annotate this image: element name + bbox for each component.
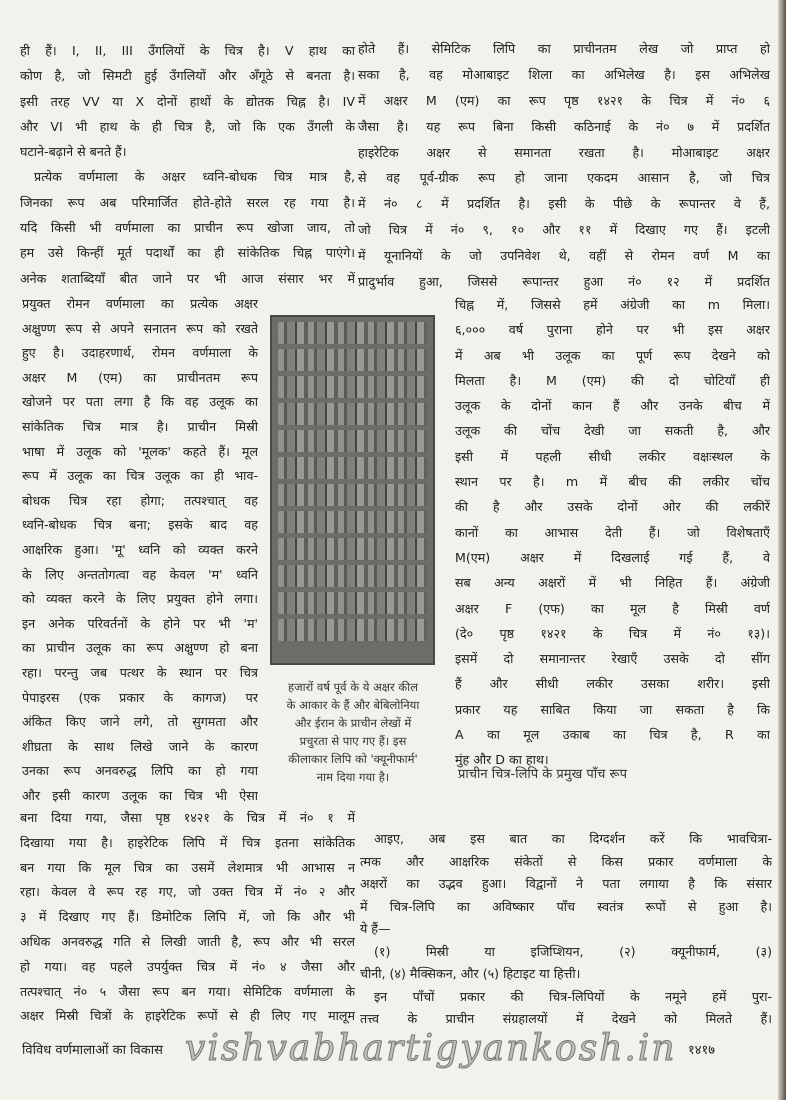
left-column-narrow-text bbox=[22, 292, 258, 808]
cuneiform-tablet-image bbox=[270, 315, 435, 665]
left-column-top-text bbox=[20, 38, 355, 291]
text-line: में नं० ८ में प्रदर्शित है। इसी के पीछे के रूपान्तर वे हैं, bbox=[358, 196, 770, 212]
text-line: उलूक के दोनों कान हैं और उनके बीच में bbox=[455, 398, 770, 414]
text-line: भाषा में उलूक को 'मूलक' कहते हैं। मूल bbox=[22, 443, 258, 459]
text-line: चीनी, (४) मैक्सिकन, और (५) हिटाइट या हित्ती। bbox=[360, 966, 581, 981]
text-line: उनका रूप अनवरुद्ध लिपि का हो गया bbox=[22, 763, 258, 779]
text-line: ये हैं— bbox=[360, 921, 391, 936]
text-line: और VI भी हाथ के ही चित्र है, जो कि एक उँगली के bbox=[20, 118, 355, 134]
text-line: बन गया कि मूल चित्र का उसमें लेशमात्र भी आभास न bbox=[20, 859, 355, 875]
text-line: सांकेतिक चित्र मात्र है। प्राचीन मिस्री bbox=[22, 418, 258, 434]
text-line: कोण है, जो सिमटी हुई उँगलियों और अँगूठे से बनता है। bbox=[20, 68, 355, 84]
text-line: ३ में दिखाए गए हैं। डिमोटिक लिपि में, जो कि और भी bbox=[20, 909, 355, 925]
text-line: (दे० पृष्ठ १४२१ के चित्र में नं० १३)। bbox=[455, 625, 770, 641]
text-line: अनेक शताब्दियाँ बीत जाने पर भी आज संसार भर में bbox=[20, 270, 355, 286]
image-caption bbox=[262, 678, 444, 786]
text-line: रहा। केवल वे रूप रह गए, जो उक्त चित्र में नं० २ और bbox=[20, 884, 355, 900]
text-line: इसमें दो समानान्तर रेखाएँ उसके दो सींग bbox=[455, 651, 770, 667]
text-line: की है और उसके दोनों ओर की लकीरें bbox=[455, 499, 770, 515]
text-line: उलूक की चोंच देखी जा सकती है, और bbox=[455, 423, 770, 439]
book-binding-edge bbox=[778, 0, 786, 1100]
text-line: इन पाँचों प्रकार की चित्र-लिपियों के नमूने हमें पुरा- bbox=[374, 988, 772, 1004]
text-line: में अब भी उलूक का पूर्ण रूप देखने को bbox=[455, 347, 770, 363]
text-line: हो गया। वह पहले उपर्युक्त चित्र में नं० ४ जैसा और bbox=[20, 958, 355, 974]
page-number: १४१७ bbox=[688, 1043, 716, 1058]
text-line: अक्षरों का उद्भव हुआ। विद्वानों ने पता लगाया है कि संसार bbox=[360, 876, 772, 891]
text-line: इसी में पहली सीधी लकीर वक्षःस्थल के bbox=[455, 448, 770, 464]
text-line: हजारों वर्ष पूर्व के ये अक्षर कील bbox=[287, 680, 419, 694]
text-line: हैं और सीधी लकीर उसका शरीर। इसी bbox=[455, 676, 770, 692]
text-line: यदि किसी भी वर्णमाला का प्राचीन रूप खोजा जाय, तो bbox=[20, 220, 355, 236]
text-line: अक्षुण्ण रूप से अपने सनातन रूप को रखते bbox=[22, 320, 258, 336]
text-line: आक्षरिक हुआ। 'मू' ध्वनि को व्यक्त करने bbox=[22, 541, 258, 557]
text-line: प्रचुरता से पाए गए हैं। इस bbox=[299, 734, 407, 748]
text-line: जिनका रूप अब परिमार्जित होते-होते सरल रह गया है। bbox=[20, 194, 355, 210]
text-line: अक्षर M (एम) का प्राचीनतम रूप bbox=[22, 369, 258, 385]
text-line: जैसा है। यह रूप बिना किसी कठिनाई के नं० ७ में प्रदर्शित bbox=[358, 118, 770, 134]
text-line: तत्पश्चात् नं० ५ जैसा रूप बन गया। सेमिटिक वर्णमाला के bbox=[20, 983, 355, 999]
text-line: मिलता है। M (एम) की दो चोटियाँ ही bbox=[455, 372, 770, 388]
running-footer-title: विविध वर्णमालाओं का विकास bbox=[22, 1043, 163, 1058]
text-line: चिह्न में, जिससे हमें अंग्रेजी का m मिला। bbox=[455, 297, 770, 312]
text-line: से वह पूर्व-ग्रीक रूप हो जाना एकदम आसान है, जो चित्र bbox=[358, 170, 770, 186]
text-line: ध्वनि-बोधक चित्र बना; इसके बाद वह bbox=[22, 517, 258, 533]
text-line: ही हैं। I, II, III उँगलियों के चित्र है। V हाथ का bbox=[20, 43, 355, 58]
text-line: अक्षर मिस्री चित्रों के हाइरेटिक रूपों से ही लिए गए मालूम bbox=[20, 1008, 355, 1024]
text-line: रूप में उलूक का चित्र उलूक का ही भाव- bbox=[22, 468, 258, 484]
text-line: अंकित किए जाने लगे, तो सुगमता और bbox=[22, 714, 258, 730]
text-line: प्रत्येक वर्णमाला के अक्षर ध्वनि-बोधक चित्र मात्र है, bbox=[34, 169, 355, 185]
text-line: के आकार के हैं और बेबिलोनिया bbox=[286, 698, 420, 712]
text-line: घटाने-बढ़ाने से बनते हैं। bbox=[20, 144, 127, 160]
text-line: नाम दिया गया है। bbox=[316, 770, 390, 784]
text-line: इसी तरह VV या X दोनों हाथों के द्योतक चिह्न है। IV bbox=[20, 93, 355, 109]
text-line: शीघ्रता के साथ लिखे जाने के कारण bbox=[22, 738, 258, 754]
text-line: सब अन्य अक्षरों में भी निहित हैं। अंग्रेजी bbox=[455, 575, 770, 591]
text-line: प्रादुर्भाव हुआ, जिससे रूपान्तर हुआ नं० १२ में प्रदर्शित bbox=[358, 274, 770, 290]
text-line: खोजने पर पता लगा है कि वह उलूक का bbox=[22, 394, 258, 410]
text-line: कीलाकार लिपि को 'क्यूनीफार्म' bbox=[288, 752, 418, 766]
text-line: मुंह और D का हाथ। bbox=[455, 752, 549, 768]
text-line: इन अनेक परिवर्तनों के होने पर भी 'म' bbox=[22, 615, 258, 631]
section-heading: प्राचीन चित्र-लिपि के प्रमुख पाँच रूप bbox=[458, 767, 627, 782]
text-line: M(एम) अक्षर में दिखलाई गई हैं, वे bbox=[455, 549, 770, 565]
text-line: त्मक और आक्षरिक संकेतों से किस प्रकार वर्णमाला के bbox=[360, 853, 772, 869]
text-line: तत्त्व के प्राचीन संग्रहालयों में देखने को मिलते हैं। bbox=[360, 1011, 772, 1026]
text-line: का प्राचीन उलूक का रूप अक्षुण्ण हो बना bbox=[22, 640, 258, 656]
text-line: बोधक चित्र रहा होगा; तत्पश्चात् वह bbox=[22, 492, 258, 508]
text-line: के लिए अन्ततोगत्वा वह केवल 'म' ध्वनि bbox=[22, 566, 258, 582]
text-line: स्थान पर है। m में बीच की लकीर चोंच bbox=[455, 474, 770, 490]
text-line: (१) मिस्री या इजिप्शियन, (२) क्यूनीफार्म, (३) bbox=[374, 943, 772, 959]
text-line: हाइरेटिक अक्षर से समानता रखता है। मोआबाइट अक्षर bbox=[358, 144, 770, 160]
text-line: को व्यक्त करने के लिए प्रयुक्त होने लगा। bbox=[22, 591, 258, 607]
text-line: सका है, वह मोआबाइट शिला का अभिलेख है। इस अभिलेख bbox=[358, 66, 770, 82]
text-line: में अक्षर M (एम) का रूप पृष्ठ १४२१ के चित्र में नं० ६ bbox=[358, 92, 770, 108]
text-line: ६,००० वर्ष पुराना होने पर भी इस अक्षर bbox=[455, 322, 770, 338]
text-line: A का मूल उकाब का चित्र है, R का bbox=[455, 727, 770, 743]
text-line: प्रयुक्त रोमन वर्णमाला का प्रत्येक अक्षर bbox=[22, 296, 258, 311]
text-line: जो चित्र में नं० ९, १० और ११ में दिखाए गए हैं। इटली bbox=[358, 222, 770, 238]
text-line: रहा। परन्तु जब पत्थर के स्थान पर चित्र bbox=[22, 664, 258, 680]
text-line: अधिक अनवरुद्ध गति से लिखी जाती है, रूप और भी सरल bbox=[20, 933, 355, 949]
right-column-narrow-text bbox=[455, 292, 770, 773]
text-line: दिखाया गया है। हाइरेटिक लिपि में चित्र इतना सांकेतिक bbox=[20, 834, 355, 850]
right-column-bottom-text bbox=[360, 828, 772, 1031]
left-column-bottom-text bbox=[20, 806, 355, 1029]
text-line: हुए है। उदाहरणार्थ, रोमन वर्णमाला के bbox=[22, 345, 258, 361]
text-line: पेपाइरस (एक प्रकार के कागज) पर bbox=[22, 689, 258, 705]
text-line: बना दिया गया, जैसा पृष्ठ १४२१ के चित्र में नं० १ में bbox=[20, 810, 355, 825]
text-line: अक्षर F (एफ) का मूल है मिस्री वर्ण bbox=[455, 600, 770, 616]
text-line: आइए, अब इस बात का दिग्दर्शन करें कि भावचित्रा- bbox=[374, 831, 772, 846]
text-line: प्रकार यह साबित किया जा सकता है कि bbox=[455, 701, 770, 717]
text-line: में चित्र-लिपि का अविष्कार पाँच स्वतंत्र रूपों से हुआ है। bbox=[360, 898, 772, 914]
text-line: और ईरान के प्राचीन लेखों में bbox=[294, 716, 412, 730]
watermark: vishvabhartigyankosh.in bbox=[185, 1028, 677, 1069]
text-line: और इसी कारण उलूक का चित्र भी ऐसा bbox=[22, 787, 258, 803]
text-line: हम उसे किन्हीं मूर्त पदार्थों का ही सांकेतिक चिह्न पाएंगे। bbox=[20, 245, 355, 261]
text-line: में यूनानियों के जो उपनिवेश थे, वहीं से रोमन वर्ण M का bbox=[358, 248, 770, 264]
text-line: कानों का आभास देती हैं। जो विशेषताएँ bbox=[455, 524, 770, 540]
right-column-top-text bbox=[358, 36, 770, 295]
text-line: होते हैं। सेमिटिक लिपि का प्राचीनतम लेख जो प्राप्त हो bbox=[358, 41, 770, 56]
